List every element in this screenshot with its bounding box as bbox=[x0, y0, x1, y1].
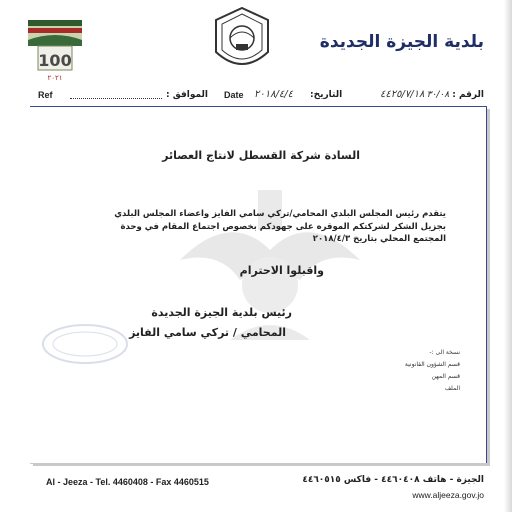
date-value: ٢٠١٨/٤/٤ bbox=[254, 89, 293, 100]
raqam-value: ٣٠/٠٨ bbox=[426, 90, 450, 100]
ref-label: Ref bbox=[38, 90, 53, 100]
date-label: Date bbox=[224, 90, 244, 100]
footer-website-link[interactable]: www.aljeeza.gov.jo bbox=[412, 490, 484, 500]
addressee: السادة شركة القسطل لانتاج العصائر bbox=[162, 149, 360, 162]
letter-paragraph: يتقدم رئيس المجلس البلدي المحامي/تركي سامي الفايز واعضاء المجلس البلدي بجزيل الشكر لشركتكم الموقره على جهودكم بخصوص اجتماع المقام في وحدة المجتمع المحلي بتاريخ ٢٠١٨/٤/٣ bbox=[114, 209, 446, 244]
logo-badge-text: 100 bbox=[38, 51, 72, 70]
letter-frame-bottom bbox=[30, 463, 486, 464]
cc-title: نسخة الى :- bbox=[429, 349, 460, 356]
reference-row bbox=[38, 90, 484, 104]
page-edge-shadow bbox=[504, 0, 512, 512]
ref-dotted-line bbox=[70, 98, 162, 99]
cc-item: قسم المهن bbox=[431, 373, 460, 380]
closing-regards: واقبلوا الاحترام bbox=[239, 264, 324, 277]
municipality-seal-icon bbox=[212, 6, 272, 76]
centenary-logo-icon bbox=[20, 16, 90, 86]
footer-contact-ar: الجيزة - هاتف ٤٤٦٠٤٠٨ - فاكس ٤٤٦٠٥١٥ bbox=[302, 475, 484, 485]
tarikh-label: التاريخ: bbox=[310, 90, 343, 100]
mowafeq-label: الموافق : bbox=[166, 90, 208, 100]
raqam-label bbox=[427, 90, 484, 100]
logo-subtext: ٢٠٢١ bbox=[47, 74, 63, 82]
raqam-label-text: الرقم : bbox=[452, 90, 484, 100]
cc-item: قسم الشؤون القانونية bbox=[404, 361, 460, 368]
signature-title: رئيس بلدية الجيزة الجديدة bbox=[151, 306, 292, 319]
tarikh-value: ٤٤٢٥/٧/١٨ bbox=[380, 89, 425, 100]
cc-item: الملف bbox=[444, 385, 460, 392]
footer-contact-en: Al - Jeeza - Tel. 4460408 - Fax 4460515 bbox=[46, 477, 209, 487]
cc-list bbox=[380, 347, 460, 395]
municipality-title: بلدية الجيزة الجديدة bbox=[319, 32, 484, 52]
signature-name: المحامي / تركي سامي الفايز bbox=[129, 326, 286, 339]
